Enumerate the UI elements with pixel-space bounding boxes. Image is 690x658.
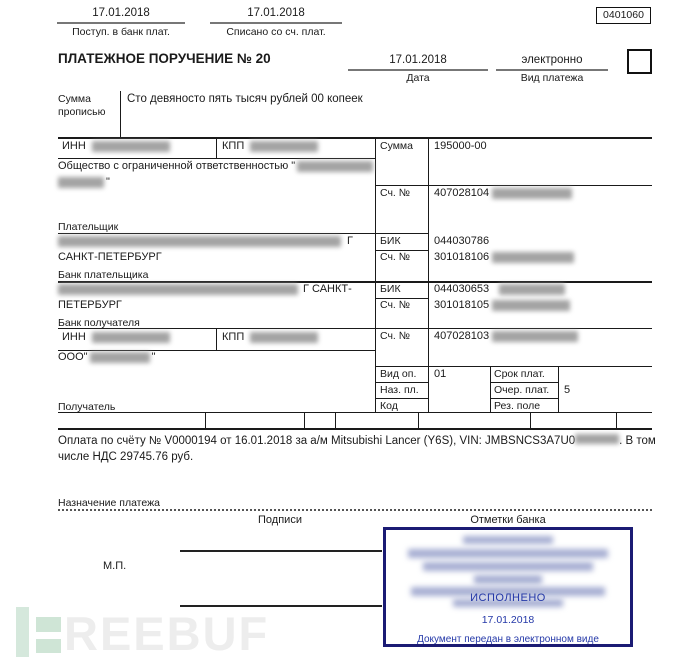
bank-stamp <box>383 527 633 647</box>
beneficiary-account-row <box>434 330 578 343</box>
payment-purpose-caption: Назначение платежа <box>58 497 160 509</box>
payment-purpose-text <box>58 433 658 465</box>
freebuf-logo-icon <box>36 639 61 653</box>
redacted-blur <box>474 575 542 584</box>
beneficiary-account-value: 407028103 <box>434 330 490 342</box>
beneficiary-kpp-row <box>222 331 318 344</box>
inn-kpp-divider-payer <box>216 137 217 158</box>
payer-account-row <box>434 187 572 200</box>
redacted-blur <box>423 562 593 571</box>
document-date-underline <box>348 69 488 71</box>
received-date: 17.01.2018 <box>92 7 150 19</box>
document-title: ПЛАТЕЖНОЕ ПОРУЧЕНИЕ № 20 <box>58 51 271 66</box>
debited-date: 17.01.2018 <box>247 7 305 19</box>
amount-words-label-1: Сумма <box>58 93 91 105</box>
beneficiary-name-prefix: ООО" <box>58 351 88 363</box>
beneficiary-bank-name-line2: ПЕТЕРБУРГ <box>58 299 122 311</box>
beneficiary-bank-caption: Банк получателя <box>58 317 140 329</box>
payer-bank-account-label: Сч. № <box>380 251 411 263</box>
payer-account-value: 407028104 <box>434 187 490 199</box>
budget-cell-divider-3 <box>335 412 336 428</box>
sum-label: Сумма <box>380 140 413 152</box>
freebuf-logo-icon <box>36 617 61 632</box>
beneficiary-name-close-quote: " <box>151 351 156 363</box>
payer-bank-bik-label: БИК <box>380 235 401 247</box>
payer-caption: Плательщик <box>58 221 119 233</box>
budget-row-bottom <box>58 428 652 430</box>
payer-inn-label: ИНН <box>62 140 86 152</box>
sum-value: 195000-00 <box>434 140 487 152</box>
priority-value: 5 <box>564 384 571 396</box>
redacted-blur <box>58 284 298 295</box>
redacted-blur <box>408 549 608 558</box>
redacted-blur <box>250 332 318 343</box>
debited-date-underline <box>210 22 342 24</box>
stamp-status: ИСПОЛНЕНО <box>470 592 546 604</box>
redacted-blur <box>492 331 578 342</box>
beneficiary-bank-section-underline <box>58 328 652 329</box>
payer-name-close-quote: " <box>106 176 110 188</box>
bank-marks-label: Отметки банка <box>470 514 546 526</box>
details-row-line-b1 <box>375 398 428 399</box>
redacted-blur <box>492 252 574 263</box>
redacted-blur <box>92 141 170 152</box>
details-col-divider-2 <box>558 366 559 412</box>
received-date-underline <box>57 22 185 24</box>
payment-purpose-dotted-line <box>58 509 652 511</box>
beneficiary-caption: Получатель <box>58 401 116 413</box>
sum-row-underline <box>375 185 652 186</box>
amount-words-value: Сто девяносто пять тысяч рублей 00 копеек <box>127 93 363 105</box>
amount-words-divider <box>120 91 121 137</box>
purpose-text-before: Оплата по счёту № V0000194 от 16.01.2018 за а/м Mitsubishi Lancer (Y6S), VIN: JMBSNCS3A7U0 <box>58 435 576 447</box>
details-row-line-a2 <box>490 382 558 383</box>
signatures-label: Подписи <box>258 514 302 526</box>
payer-kpp-row <box>222 140 318 153</box>
redacted-blur <box>58 177 104 188</box>
redacted-blur <box>297 161 373 172</box>
redacted-blur <box>250 141 318 152</box>
payment-kind-underline <box>496 69 608 71</box>
payer-bank-name-line2: САНКТ-ПЕТЕРБУРГ <box>58 251 162 263</box>
payer-bank-account-value: 301018106 <box>434 251 490 263</box>
stamp-place-label: М.П. <box>103 560 127 572</box>
details-row-line-a1 <box>375 382 428 383</box>
op-kind-label: Вид оп. <box>380 368 417 380</box>
debited-date-label: Списано со сч. плат. <box>226 26 326 38</box>
budget-cell-divider-6 <box>616 412 617 428</box>
budget-cell-divider-2 <box>304 412 305 428</box>
code-label: Код <box>380 400 398 412</box>
redacted-blur <box>58 236 341 247</box>
payer-inn-row <box>62 140 170 153</box>
budget-cell-divider-5 <box>530 412 531 428</box>
beneficiary-kpp-label: КПП <box>222 331 245 343</box>
beneficiary-name-row <box>58 351 155 364</box>
beneficiary-bank-bik-label: БИК <box>380 283 401 295</box>
beneficiary-inn-row <box>62 331 170 344</box>
budget-cell-divider-4 <box>418 412 419 428</box>
payer-bank-bik-value: 044030786 <box>434 235 490 247</box>
payer-name-line1 <box>58 160 373 173</box>
beneficiary-section-underline <box>58 412 652 413</box>
form-code-box: 0401060 <box>596 7 651 24</box>
inn-kpp-divider-beneficiary <box>216 328 217 350</box>
payer-account-label: Сч. № <box>380 187 411 199</box>
details-block-top <box>375 366 652 367</box>
priority-label: Очер. плат. <box>494 384 550 396</box>
details-row-line-b2 <box>490 398 558 399</box>
redacted-blur <box>499 284 565 295</box>
payment-kind-label: Вид платежа <box>520 72 584 84</box>
redacted-blur <box>463 536 553 544</box>
inn-kpp-underline-payer <box>58 158 375 159</box>
payer-name-text: Общество с ограниченной ответственностью " <box>58 160 296 172</box>
status-checkbox <box>627 49 652 74</box>
table-top-border <box>58 137 652 139</box>
budget-cell-divider-1 <box>205 412 206 428</box>
redacted-blur <box>90 352 150 363</box>
stamp-note: Документ передан в электронном виде <box>417 634 599 645</box>
payer-bank-name-tail: Г <box>347 235 353 247</box>
beneficiary-bank-account-value: 301018105 <box>434 299 490 311</box>
redacted-blur <box>575 434 619 444</box>
watermark-text: REEBUF <box>64 607 270 658</box>
document-date-label: Дата <box>406 72 430 84</box>
beneficiary-bank-account-label: Сч. № <box>380 299 411 311</box>
payer-bank-caption: Банк плательщика <box>58 269 149 281</box>
due-date-label: Срок плат. <box>494 368 545 380</box>
op-kind-value: 01 <box>434 368 447 380</box>
freebuf-logo-icon <box>16 607 29 657</box>
beneficiary-bank-bik-value: 044030653 <box>434 283 490 295</box>
beneficiary-bank-name-line1 <box>58 283 352 296</box>
payer-kpp-label: КПП <box>222 140 245 152</box>
purpose-code-label: Наз. пл. <box>380 384 419 396</box>
beneficiary-inn-label: ИНН <box>62 331 86 343</box>
reserve-field-label: Рез. поле <box>494 400 541 412</box>
received-date-label: Поступ. в банк плат. <box>72 26 170 38</box>
payer-bank-account-row <box>434 251 574 264</box>
redacted-blur <box>492 300 570 311</box>
stamp-date: 17.01.2018 <box>481 614 535 626</box>
beneficiary-bank-account-row <box>434 299 570 312</box>
beneficiary-bank-bik-row <box>434 283 565 296</box>
redacted-blur <box>92 332 170 343</box>
redacted-blur <box>492 188 572 199</box>
payer-name-line2 <box>58 176 110 189</box>
details-col-divider-1 <box>490 366 491 412</box>
amount-words-label-2: прописью <box>58 106 106 118</box>
label-column-left-border <box>375 137 376 412</box>
label-column-right-border <box>428 137 429 412</box>
document-date: 17.01.2018 <box>389 54 447 66</box>
beneficiary-account-label: Сч. № <box>380 330 411 342</box>
signature-line-1 <box>180 550 382 552</box>
payer-bank-name-line1 <box>58 235 353 248</box>
purpose-text-after: . В том числе НДС 29745.76 руб. <box>58 435 656 463</box>
payment-kind-value: электронно <box>521 54 583 66</box>
beneficiary-bank-name-tail: Г САНКТ- <box>303 283 352 295</box>
